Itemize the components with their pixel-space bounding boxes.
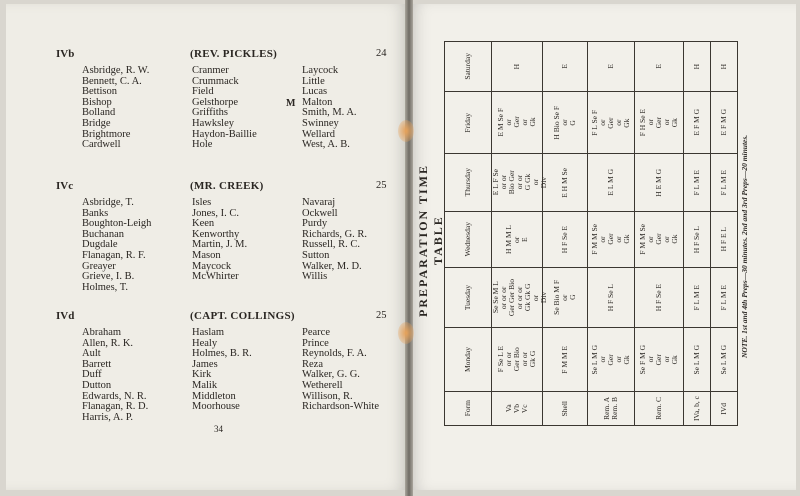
name-column-2 bbox=[192, 198, 247, 283]
pupil-name: Kirk bbox=[192, 369, 212, 381]
form-header-cell bbox=[635, 392, 684, 426]
prep-subjects: Se F M G or Ger or Gk bbox=[638, 344, 679, 375]
pupil-name: Healy bbox=[192, 337, 218, 349]
pupil-name: Harris, A. P. bbox=[82, 411, 134, 423]
pupil-name: Cardwell bbox=[82, 139, 121, 151]
pupil-name: Malton bbox=[302, 96, 333, 108]
pupil-name: Willison, R. bbox=[302, 390, 353, 402]
book-gutter bbox=[405, 0, 413, 496]
pupil-name: Brightmore bbox=[82, 128, 131, 140]
pupil-name: Asbridge, T. bbox=[82, 197, 134, 208]
timetable-note: NOTE. 1st and 4th Preps—30 minutes. 2nd and 3rd Preps—20 minutes. bbox=[740, 134, 749, 358]
day-label: Tuesday bbox=[463, 284, 472, 311]
form-label: Va Vb Vc bbox=[504, 403, 529, 414]
pupil-name: Greayer bbox=[82, 260, 116, 272]
section-header bbox=[0, 48, 402, 62]
prep-cell bbox=[635, 328, 684, 392]
prep-subjects: F M M Se or Ger or Gk bbox=[590, 224, 631, 255]
form-count: 24 bbox=[376, 48, 387, 59]
timetable-title: PREPARATION TIME TABLE bbox=[416, 163, 445, 317]
pupil-name: Holmes, T. bbox=[82, 281, 128, 293]
prep-cell bbox=[588, 268, 635, 328]
prep-subjects: H F Se E bbox=[560, 225, 569, 254]
form-label: Shell bbox=[560, 400, 569, 417]
prep-subjects: H bbox=[719, 63, 728, 70]
form-name: IVb bbox=[56, 48, 75, 60]
pupil-name: Navaraj bbox=[302, 197, 336, 208]
pupil-name: Holmes, B. R. bbox=[192, 348, 252, 360]
prep-cell bbox=[635, 92, 684, 154]
prep-subjects: H bbox=[512, 63, 521, 70]
name-column-2 bbox=[192, 66, 257, 151]
day-label: Wednesday bbox=[463, 222, 472, 257]
pupil-name: Gelsthorpe bbox=[192, 96, 239, 108]
prep-cell bbox=[588, 92, 635, 154]
pupil-name: Wetherell bbox=[302, 379, 343, 391]
timetable-day-row bbox=[445, 268, 738, 328]
prep-cell bbox=[543, 328, 588, 392]
prep-cell bbox=[491, 154, 548, 212]
prep-subjects: F M M Se or Ger or Gk bbox=[638, 224, 679, 255]
day-label: Thursday bbox=[463, 168, 472, 197]
pupil-name: Buchanan bbox=[82, 228, 124, 240]
pupil-name: McWhirter bbox=[192, 271, 239, 283]
prep-cell bbox=[543, 212, 588, 268]
prep-subjects: Se Bio M F or G bbox=[552, 280, 577, 315]
prep-cell bbox=[711, 92, 738, 154]
prep-cell bbox=[543, 154, 588, 212]
day-label-cell bbox=[445, 212, 492, 268]
prep-subjects: Se Se M L or or or Ger Ger Bio or or or Gk Gk G or Div bbox=[491, 278, 548, 317]
form-header-cell bbox=[711, 392, 738, 426]
day-label-cell bbox=[445, 42, 492, 92]
prep-subjects: F L M E bbox=[719, 284, 728, 311]
pupil-name: Dutton bbox=[82, 379, 112, 391]
binding-stain bbox=[398, 322, 414, 344]
day-label: Friday bbox=[463, 112, 472, 133]
pupil-name: Cranmer bbox=[192, 65, 229, 76]
pupil-name: Walker, M. D. bbox=[302, 260, 362, 272]
timetable-day-row bbox=[445, 212, 738, 268]
pupil-name: Martin, J. M. bbox=[192, 239, 248, 251]
section-header bbox=[0, 310, 402, 324]
form-header-cell bbox=[543, 392, 588, 426]
prep-subjects: H Bio Se F or G bbox=[552, 105, 577, 140]
name-column-1 bbox=[82, 328, 148, 423]
prep-cell bbox=[492, 328, 543, 392]
prep-cell bbox=[635, 212, 684, 268]
form-label: Form bbox=[463, 400, 472, 417]
form-label: Rem. C bbox=[654, 397, 663, 420]
prep-cell bbox=[684, 212, 711, 268]
pupil-name: Sutton bbox=[302, 249, 330, 261]
pupil-name: Bettison bbox=[82, 86, 118, 98]
form-label: IVa, b, c bbox=[692, 396, 701, 421]
prep-cell bbox=[588, 42, 635, 92]
pupil-name: Reynolds, F. A. bbox=[302, 348, 367, 360]
prep-cell bbox=[588, 212, 635, 268]
prep-subjects: E bbox=[654, 64, 663, 69]
prep-cell bbox=[684, 92, 711, 154]
prep-cell bbox=[684, 42, 711, 92]
pupil-name: Pearce bbox=[302, 327, 330, 338]
pupil-name: Abraham bbox=[82, 327, 122, 338]
prep-cell bbox=[711, 268, 738, 328]
prep-cell bbox=[492, 92, 543, 154]
form-header-label-cell bbox=[445, 392, 492, 426]
prep-subjects: E bbox=[606, 64, 615, 69]
pupil-name: Maycock bbox=[192, 260, 232, 272]
pupil-name: Hawksley bbox=[192, 117, 234, 129]
pupil-name: Haydon-Baillie bbox=[192, 128, 257, 140]
form-master: (REV. PICKLES) bbox=[190, 48, 278, 60]
prep-subjects: Se L M G bbox=[719, 344, 728, 375]
pupil-name: Barrett bbox=[82, 358, 112, 370]
pupil-name: Lucas bbox=[302, 86, 328, 98]
prep-subjects: F H Se E or Ger or Gk bbox=[638, 108, 679, 137]
prep-subjects: E M Se F or Ger or Gk bbox=[496, 108, 537, 137]
name-column-3 bbox=[302, 66, 357, 151]
pupil-name: Russell, R. C. bbox=[302, 239, 361, 251]
day-label-cell bbox=[445, 268, 492, 328]
day-label: Saturday bbox=[463, 53, 472, 80]
prep-subjects: H E M G bbox=[654, 168, 663, 197]
prep-cell bbox=[711, 154, 738, 212]
form-label: Rem. A Rem. B bbox=[602, 397, 619, 420]
prep-cell bbox=[588, 154, 635, 212]
form-header-cell bbox=[684, 392, 711, 426]
prep-subjects: E L F Se or or Bio Ger or or G Gk or Div bbox=[491, 169, 548, 196]
day-label-cell bbox=[445, 154, 492, 212]
form-name: IVd bbox=[56, 310, 75, 322]
day-label-cell bbox=[445, 328, 492, 392]
binding-stain bbox=[398, 120, 414, 142]
timetable-grid bbox=[444, 41, 738, 426]
margin-mark: M bbox=[286, 98, 296, 109]
prep-subjects: F L M E bbox=[719, 169, 728, 196]
prep-subjects: F M M E bbox=[560, 345, 569, 374]
form-header-row bbox=[445, 392, 738, 426]
pupil-name: Haslam bbox=[192, 327, 225, 338]
prep-cell bbox=[711, 212, 738, 268]
prep-subjects: F L M E bbox=[692, 169, 701, 196]
pupil-name: Walker, G. G. bbox=[302, 369, 360, 381]
pupil-name: Reza bbox=[302, 358, 323, 370]
form-header-cell bbox=[492, 392, 543, 426]
day-label-cell bbox=[445, 92, 492, 154]
pupil-name: Smith, M. A. bbox=[302, 107, 357, 119]
prep-cell bbox=[491, 268, 548, 328]
prep-cell bbox=[711, 42, 738, 92]
pupil-name: Bolland bbox=[82, 107, 116, 119]
pupil-name: Ockwell bbox=[302, 207, 338, 219]
prep-subjects: E L M G bbox=[606, 169, 615, 196]
form-master: (MR. CREEK) bbox=[190, 180, 264, 192]
pupil-name: Mason bbox=[192, 249, 221, 261]
pupil-name: Ault bbox=[82, 348, 101, 360]
prep-cell bbox=[711, 328, 738, 392]
pupil-name: Griffiths bbox=[192, 107, 228, 119]
pupil-name: Richards, G. R. bbox=[302, 228, 368, 240]
name-column-1 bbox=[82, 198, 151, 293]
pupil-name: James bbox=[192, 358, 218, 370]
prep-subjects: E F M G bbox=[692, 109, 701, 136]
prep-subjects: Se L M G bbox=[692, 344, 701, 375]
name-column-3 bbox=[302, 328, 379, 413]
form-name: IVc bbox=[56, 180, 74, 192]
pupil-name: Boughton-Leigh bbox=[82, 218, 152, 230]
prep-subjects: F L Se F or Ger or Gk bbox=[590, 109, 631, 136]
pupil-name: Richardson-White bbox=[302, 401, 379, 413]
form-master: (CAPT. COLLINGS) bbox=[190, 310, 295, 322]
pupil-name: Crummack bbox=[192, 75, 239, 87]
prep-subjects: E H M Se bbox=[560, 167, 569, 198]
pupil-name: Swinney bbox=[302, 117, 339, 129]
prep-cell bbox=[543, 42, 588, 92]
prep-cell bbox=[635, 268, 684, 328]
prep-subjects: E F M G bbox=[719, 109, 728, 136]
pupil-name: Flanagan, R. D. bbox=[82, 401, 149, 413]
pupil-name: Banks bbox=[82, 207, 109, 219]
pupil-name: Grieve, I. B. bbox=[82, 271, 135, 283]
day-label: Monday bbox=[463, 347, 472, 372]
prep-subjects: Se L M G or Ger or Gk bbox=[590, 344, 631, 375]
pupil-name: Purdy bbox=[302, 218, 328, 230]
pupil-name: Bishop bbox=[82, 96, 112, 108]
prep-subjects: F Se L E or or Ger Bio or or Gk G bbox=[496, 346, 537, 373]
pupil-name: Kenworthy bbox=[192, 228, 240, 240]
pupil-name: Middleton bbox=[192, 390, 236, 402]
pupil-name: Dugdale bbox=[82, 239, 118, 251]
form-count: 25 bbox=[376, 180, 387, 191]
pupil-name: Little bbox=[302, 75, 325, 87]
form-label: IVd bbox=[719, 402, 728, 415]
prep-subjects: H M M L or E bbox=[504, 225, 529, 254]
prep-subjects: H F Se E bbox=[654, 283, 663, 312]
pupil-name: Laycock bbox=[302, 65, 339, 76]
prep-cell bbox=[588, 328, 635, 392]
prep-cell bbox=[635, 154, 684, 212]
section-header bbox=[0, 180, 402, 194]
name-column-2 bbox=[192, 328, 252, 413]
pupil-name: Hole bbox=[192, 139, 213, 151]
pupil-name: Flanagan, R. F. bbox=[82, 249, 146, 261]
pupil-name: Field bbox=[192, 86, 214, 98]
pupil-name: Asbridge, R. W. bbox=[82, 65, 150, 76]
prep-cell bbox=[635, 42, 684, 92]
prep-subjects: H F E L bbox=[719, 227, 728, 252]
prep-cell bbox=[492, 42, 543, 92]
pupil-name: Duff bbox=[82, 369, 102, 381]
pupil-name: Bennett, C. A. bbox=[82, 75, 142, 87]
timetable-day-row bbox=[445, 154, 738, 212]
name-column-1 bbox=[82, 66, 149, 151]
prep-cell bbox=[684, 154, 711, 212]
prep-cell bbox=[543, 268, 588, 328]
timetable-day-row bbox=[445, 328, 738, 392]
pupil-name: Edwards, N. R. bbox=[82, 390, 147, 402]
prep-cell bbox=[684, 328, 711, 392]
pupil-name: Wellard bbox=[302, 128, 335, 140]
pupil-name: Keen bbox=[192, 218, 215, 230]
pupil-name: Bridge bbox=[82, 117, 111, 129]
pupil-name: Prince bbox=[302, 337, 329, 349]
pupil-name: Allen, R. K. bbox=[82, 337, 134, 349]
prep-subjects: H bbox=[692, 63, 701, 70]
pupil-name: Willis bbox=[302, 271, 328, 283]
prep-cell bbox=[543, 92, 588, 154]
page-number: 34 bbox=[214, 424, 223, 434]
pupil-name: Isles bbox=[192, 197, 212, 208]
prep-subjects: H F Se L bbox=[692, 225, 701, 254]
pupil-name: Jones, I. C. bbox=[192, 207, 239, 219]
name-column-3 bbox=[302, 198, 367, 283]
timetable-day-row bbox=[445, 92, 738, 154]
prep-subjects: F L M E bbox=[692, 284, 701, 311]
form-count: 25 bbox=[376, 310, 387, 321]
prep-cell bbox=[684, 268, 711, 328]
prep-subjects: E bbox=[560, 64, 569, 69]
form-header-cell bbox=[588, 392, 635, 426]
pupil-name: Malik bbox=[192, 379, 218, 391]
prep-cell bbox=[492, 212, 543, 268]
prep-subjects: H F Se L bbox=[606, 283, 615, 312]
pupil-name: West, A. B. bbox=[302, 139, 350, 151]
timetable-day-row bbox=[445, 42, 738, 92]
pupil-name: Moorhouse bbox=[192, 401, 240, 413]
